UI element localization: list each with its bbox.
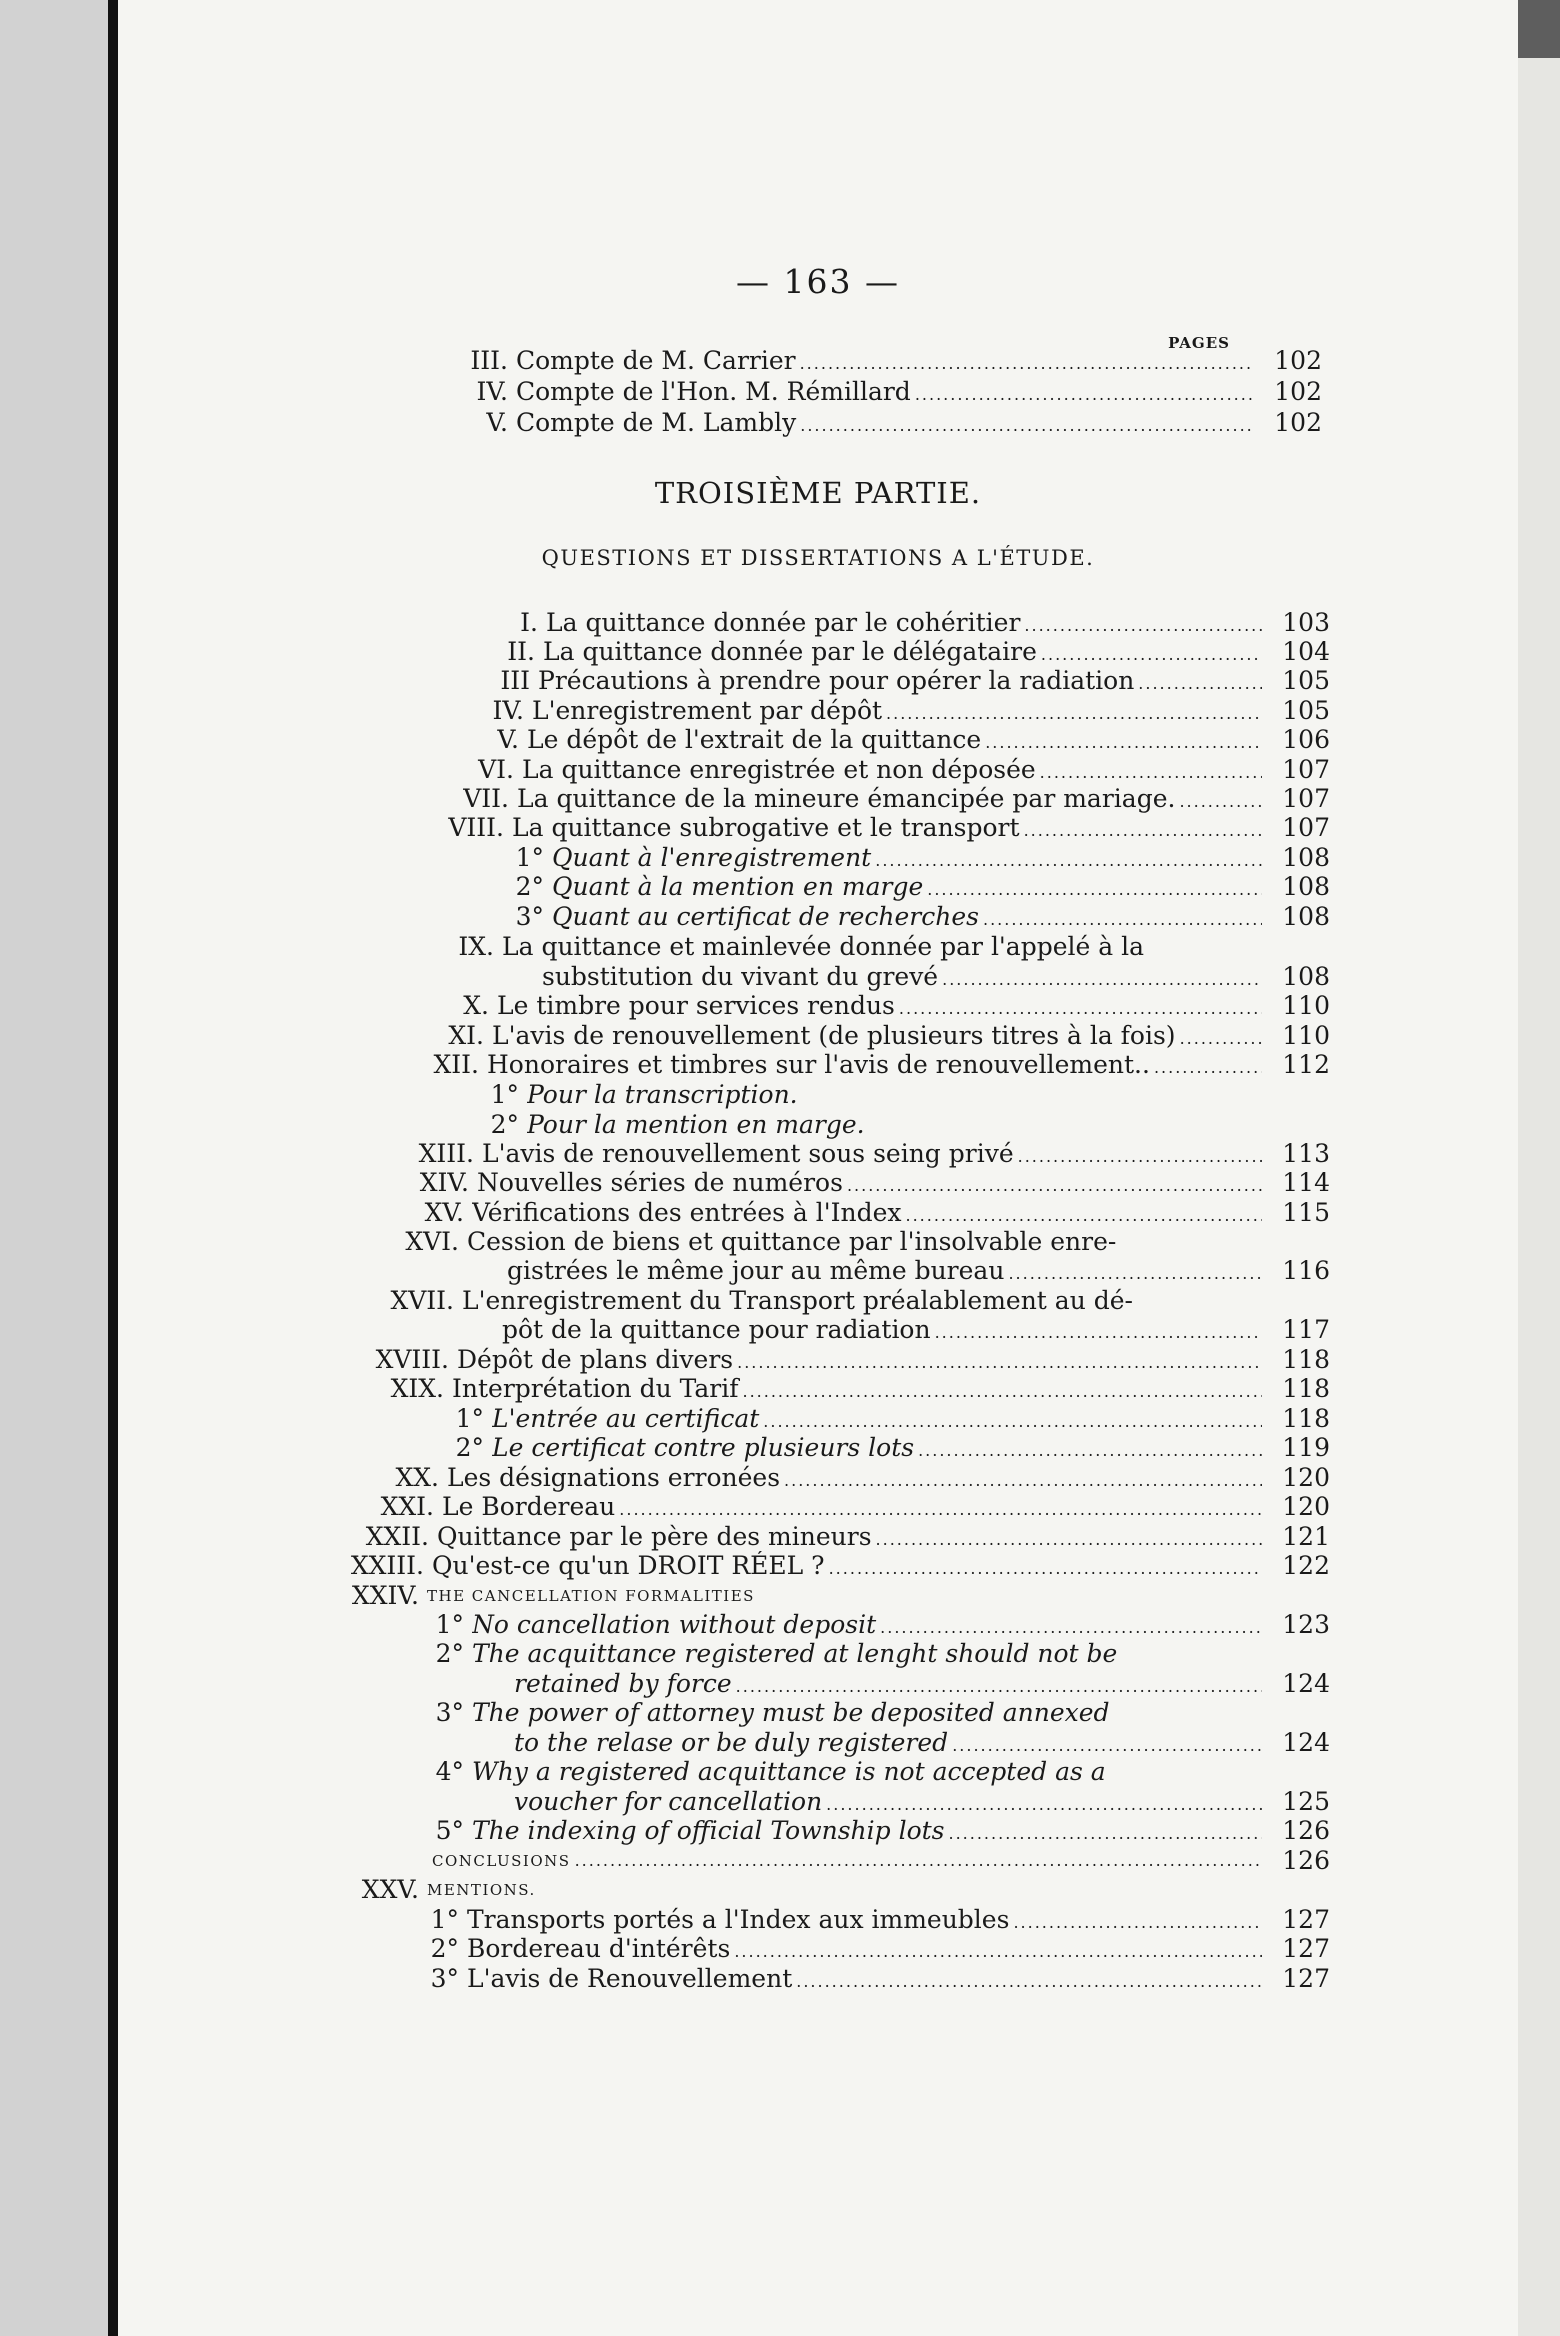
toc-entry	[359, 1050, 1330, 1080]
toc-entry	[334, 1315, 1330, 1345]
entry-page: 113	[1282, 1139, 1330, 1168]
toc-entry	[374, 932, 1330, 962]
entry-number: 1°	[455, 1404, 484, 1433]
entry-page: 107	[1282, 813, 1330, 842]
toc-entry	[324, 1433, 1330, 1463]
entry-page: 126	[1282, 1846, 1330, 1875]
page-number: — 163 —	[736, 262, 900, 301]
toc-entry	[384, 843, 1330, 873]
toc-entry	[418, 608, 1330, 638]
toc-entry	[389, 784, 1330, 814]
entry-number: II.	[507, 637, 535, 666]
entry-number: 2°	[490, 1110, 519, 1139]
entry-title: The indexing of official Township lots	[472, 1816, 945, 1845]
toc-entry	[334, 1286, 1330, 1316]
entry-title: La quittance donnée par le cohéritier	[546, 608, 1021, 637]
entry-title: Quittance par le père des mineurs	[437, 1522, 872, 1551]
leader-dots	[899, 994, 1262, 1024]
entry-number: III	[500, 666, 530, 695]
leader-dots	[800, 349, 1254, 379]
entry-number: XXII.	[365, 1522, 429, 1551]
left-page-edge	[0, 0, 108, 2336]
toc-entry	[304, 1787, 1330, 1817]
toc-entry	[309, 1522, 1330, 1552]
entry-number: 1°	[430, 1905, 459, 1934]
toc-entry	[304, 1728, 1330, 1758]
toc-entry	[384, 902, 1330, 932]
toc-entry	[349, 1168, 1330, 1198]
toc-entry	[359, 1080, 1330, 1110]
entry-number: IX.	[458, 932, 494, 961]
toc-entry	[304, 1610, 1330, 1640]
entry-page: 120	[1282, 1463, 1330, 1492]
toc-entry	[324, 1404, 1330, 1434]
entry-number: XII.	[433, 1050, 479, 1079]
entry-title: MENTIONS.	[427, 1881, 536, 1899]
entry-title: La quittance subrogative et le transport	[512, 813, 1020, 842]
entry-page: 123	[1282, 1610, 1330, 1639]
entry-number: 3°	[430, 1964, 459, 1993]
entry-title: Le certificat contre plusieurs lots	[492, 1433, 915, 1462]
entry-number: XXI.	[380, 1492, 434, 1521]
toc-entry	[344, 1198, 1330, 1228]
entry-page: 118	[1282, 1374, 1330, 1403]
entry-title: Why a registered acquittance is not accepted as a	[472, 1757, 1106, 1786]
entry-title: Compte de l'Hon. M. Rémillard	[516, 377, 911, 406]
entry-number: 1°	[435, 1610, 464, 1639]
leader-dots	[1138, 669, 1262, 699]
entry-number: XXIV.	[351, 1581, 419, 1610]
toc-entry	[339, 1256, 1330, 1286]
entry-number: V.	[497, 725, 519, 754]
toc-entry	[299, 1934, 1330, 1964]
entry-number: X.	[463, 991, 489, 1020]
entry-title: La quittance enregistrée et non déposée	[522, 755, 1036, 784]
toc-entry	[359, 1110, 1330, 1140]
toc-entry	[388, 346, 1322, 376]
entry-title: L'enregistrement du Transport préalablement au dé-	[462, 1286, 1133, 1315]
entry-title: La quittance donnée par le délégataire	[543, 637, 1037, 666]
toc-entry	[384, 872, 1330, 902]
entry-number: 4°	[435, 1757, 464, 1786]
toc-entry	[304, 1698, 1330, 1728]
leader-dots	[918, 1436, 1262, 1466]
entry-page: 116	[1282, 1256, 1330, 1285]
entry-title: L'enregistrement par dépôt	[532, 696, 883, 725]
leader-dots	[575, 1846, 1262, 1876]
entry-title: The acquittance registered at lenght should not be	[472, 1639, 1118, 1668]
entry-page: 105	[1282, 696, 1330, 725]
leader-dots	[949, 1819, 1263, 1849]
entry-number: XIX.	[390, 1374, 444, 1403]
leader-dots	[619, 1495, 1262, 1525]
leader-dots	[915, 380, 1254, 410]
entry-title: L'avis de Renouvellement	[467, 1964, 793, 1993]
toc-entry	[304, 1639, 1330, 1669]
entry-title: CONCLUSIONS	[432, 1852, 571, 1870]
entry-number: IV.	[476, 377, 508, 406]
entry-page: 104	[1282, 637, 1330, 666]
entry-title: Précautions à prendre pour opérer la radiation	[538, 666, 1135, 695]
entry-page: 118	[1282, 1404, 1330, 1433]
leader-dots	[935, 1318, 1262, 1348]
entry-number: XX.	[395, 1463, 439, 1492]
entry-page: 108	[1282, 843, 1330, 872]
entry-title: Qu'est-ce qu'un DROIT RÉEL ?	[432, 1551, 825, 1580]
entry-page: 102	[1274, 377, 1322, 406]
entry-title: L'avis de renouvellement (de plusieurs titres à la fois)	[492, 1021, 1176, 1050]
entry-title: pôt de la quittance pour radiation	[502, 1315, 931, 1344]
leader-dots	[927, 875, 1262, 905]
entry-number: XVIII.	[375, 1345, 449, 1374]
entry-page: 108	[1282, 962, 1330, 991]
entry-title: gistrées le même jour au même bureau	[507, 1256, 1005, 1285]
entry-title: Quant au certificat de recherches	[552, 902, 979, 931]
toc-entry	[304, 1816, 1330, 1846]
entry-page: 124	[1282, 1728, 1330, 1757]
entry-number: V.	[486, 408, 508, 437]
entry-number: 1°	[490, 1080, 519, 1109]
entry-title: L'avis de renouvellement sous seing privé	[482, 1139, 1014, 1168]
entry-page: 127	[1282, 1905, 1330, 1934]
entry-title: Transports portés a l'Index aux immeubles	[467, 1905, 1010, 1934]
entry-title: Le timbre pour services rendus	[497, 991, 895, 1020]
entry-title: Interprétation du Tarif	[452, 1374, 739, 1403]
entry-page: 112	[1282, 1050, 1330, 1079]
leader-dots	[983, 905, 1262, 935]
entry-title: Cession de biens et quittance par l'insolvable enre-	[467, 1227, 1117, 1256]
leader-dots	[743, 1377, 1263, 1407]
entry-number: III.	[470, 346, 508, 375]
entry-title: THE CANCELLATION FORMALITIES	[427, 1587, 755, 1605]
entry-number: XXV.	[361, 1875, 419, 1904]
entry-title: Pour la mention en marge.	[527, 1110, 865, 1139]
entry-page: 102	[1274, 346, 1322, 375]
table-of-contents	[118, 0, 1518, 2336]
leader-dots	[847, 1171, 1262, 1201]
toc-entry	[324, 1374, 1330, 1404]
entry-title: Bordereau d'intérêts	[467, 1934, 731, 1963]
entry-title: L'entrée au certificat	[492, 1404, 760, 1433]
entry-number: XIII.	[418, 1139, 474, 1168]
leader-dots	[1024, 816, 1262, 846]
entry-title: Pour la transcription.	[527, 1080, 798, 1109]
toc-entry	[374, 962, 1330, 992]
entry-page: 107	[1282, 784, 1330, 813]
entry-title: Le Bordereau	[442, 1492, 616, 1521]
entry-number: XVII.	[390, 1286, 454, 1315]
entry-title: Les désignations erronées	[447, 1463, 781, 1492]
leader-dots	[829, 1554, 1262, 1584]
toc-entry	[388, 377, 1322, 407]
entry-title: Compte de M. Carrier	[516, 346, 796, 375]
entry-page: 115	[1282, 1198, 1330, 1227]
entry-page: 106	[1282, 725, 1330, 754]
entry-number: XV.	[424, 1198, 464, 1227]
toc-entry	[394, 755, 1330, 785]
part-subtitle: QUESTIONS ET DISSERTATIONS A L'ÉTUDE.	[541, 546, 1095, 570]
entry-title: Compte de M. Lambly	[516, 408, 797, 437]
toc-entry	[299, 1964, 1330, 1994]
toc-entry	[369, 991, 1330, 1021]
toc-entry	[384, 813, 1330, 843]
entry-title: Nouvelles séries de numéros	[477, 1168, 843, 1197]
toc-entry	[299, 1581, 1330, 1611]
entry-page: 119	[1282, 1433, 1330, 1462]
toc-entry	[299, 1875, 1330, 1905]
entry-number: 2°	[455, 1433, 484, 1462]
entry-number: 2°	[435, 1639, 464, 1668]
entry-page: 108	[1282, 872, 1330, 901]
entry-page: 118	[1282, 1345, 1330, 1374]
entry-number: I.	[520, 608, 538, 637]
entry-number: IV.	[492, 696, 524, 725]
toc-entry	[314, 1492, 1330, 1522]
toc-entry	[329, 1345, 1330, 1375]
entry-page: 127	[1282, 1934, 1330, 1963]
entry-number: VIII.	[448, 813, 504, 842]
entry-page: 122	[1282, 1551, 1330, 1580]
entry-page: 117	[1282, 1315, 1330, 1344]
entry-number: VII.	[463, 784, 509, 813]
entry-page: 127	[1282, 1964, 1330, 1993]
entry-title: Le dépôt de l'extrait de la quittance	[527, 725, 982, 754]
leader-dots	[1008, 1259, 1262, 1289]
entry-title: Vérifications des entrées à l'Index	[472, 1198, 902, 1227]
entry-title: retained by force	[514, 1669, 732, 1698]
toc-entry	[299, 1905, 1330, 1935]
entry-number: 2°	[430, 1934, 459, 1963]
entry-title: to the relase or be duly registered	[514, 1728, 949, 1757]
pages-column-label: PAGES	[1168, 334, 1230, 352]
leader-dots	[796, 1967, 1262, 1997]
toc-entry	[404, 696, 1330, 726]
entry-page: 124	[1282, 1669, 1330, 1698]
book-gutter	[108, 0, 118, 2336]
toc-entry	[410, 666, 1330, 696]
entry-title: Quant à la mention en marge	[552, 872, 924, 901]
toc-entry	[415, 637, 1330, 667]
leader-dots	[1154, 1053, 1262, 1083]
entry-title: No cancellation without deposit	[472, 1610, 877, 1639]
part-title: TROISIÈME PARTIE.	[654, 476, 982, 510]
entry-number: 3°	[515, 902, 544, 931]
entry-title: La quittance et mainlevée donnée par l'appelé à la	[502, 932, 1145, 961]
entry-number: XI.	[448, 1021, 484, 1050]
entry-page: 107	[1282, 755, 1330, 784]
entry-title: The power of attorney must be deposited annexed	[472, 1698, 1110, 1727]
entry-title: substitution du vivant du grevé	[542, 962, 939, 991]
entry-title: Honoraires et timbres sur l'avis de renouvellement..	[487, 1050, 1150, 1079]
entry-title: La quittance de la mineure émancipée par mariage.	[517, 784, 1176, 813]
leader-dots	[734, 1937, 1262, 1967]
toc-entry	[364, 1021, 1330, 1051]
entry-number: 5°	[435, 1816, 464, 1845]
entry-number: XXIII.	[350, 1551, 424, 1580]
entry-number: VI.	[478, 755, 514, 784]
entry-title: voucher for cancellation	[514, 1787, 823, 1816]
entry-number: 1°	[515, 843, 544, 872]
toc-entry	[319, 1463, 1330, 1493]
entry-page: 121	[1282, 1522, 1330, 1551]
toc-entry	[304, 1846, 1330, 1876]
leader-dots	[985, 728, 1262, 758]
entry-page: 110	[1282, 1021, 1330, 1050]
toc-entry	[399, 725, 1330, 755]
entry-title: Dépôt de plans divers	[457, 1345, 734, 1374]
entry-page: 108	[1282, 902, 1330, 931]
toc-entry	[304, 1757, 1330, 1787]
entry-page: 103	[1282, 608, 1330, 637]
entry-page: 105	[1282, 666, 1330, 695]
entry-number: 2°	[515, 872, 544, 901]
entry-page: 120	[1282, 1492, 1330, 1521]
entry-title: Quant à l'enregistrement	[552, 843, 872, 872]
entry-page: 126	[1282, 1816, 1330, 1845]
toc-entry	[388, 408, 1322, 438]
toc-entry	[339, 1227, 1330, 1257]
right-page-edge	[1518, 58, 1560, 2336]
entry-number: 3°	[435, 1698, 464, 1727]
entry-page: 114	[1282, 1168, 1330, 1197]
entry-number: XVI.	[405, 1227, 459, 1256]
toc-entry	[304, 1669, 1330, 1699]
leader-dots	[800, 411, 1254, 441]
toc-entry	[304, 1551, 1330, 1581]
entry-page: 125	[1282, 1787, 1330, 1816]
entry-number: XIV.	[419, 1168, 469, 1197]
entry-page: 110	[1282, 991, 1330, 1020]
toc-entry	[354, 1139, 1330, 1169]
book-page	[118, 0, 1518, 2336]
entry-page: 102	[1274, 408, 1322, 437]
